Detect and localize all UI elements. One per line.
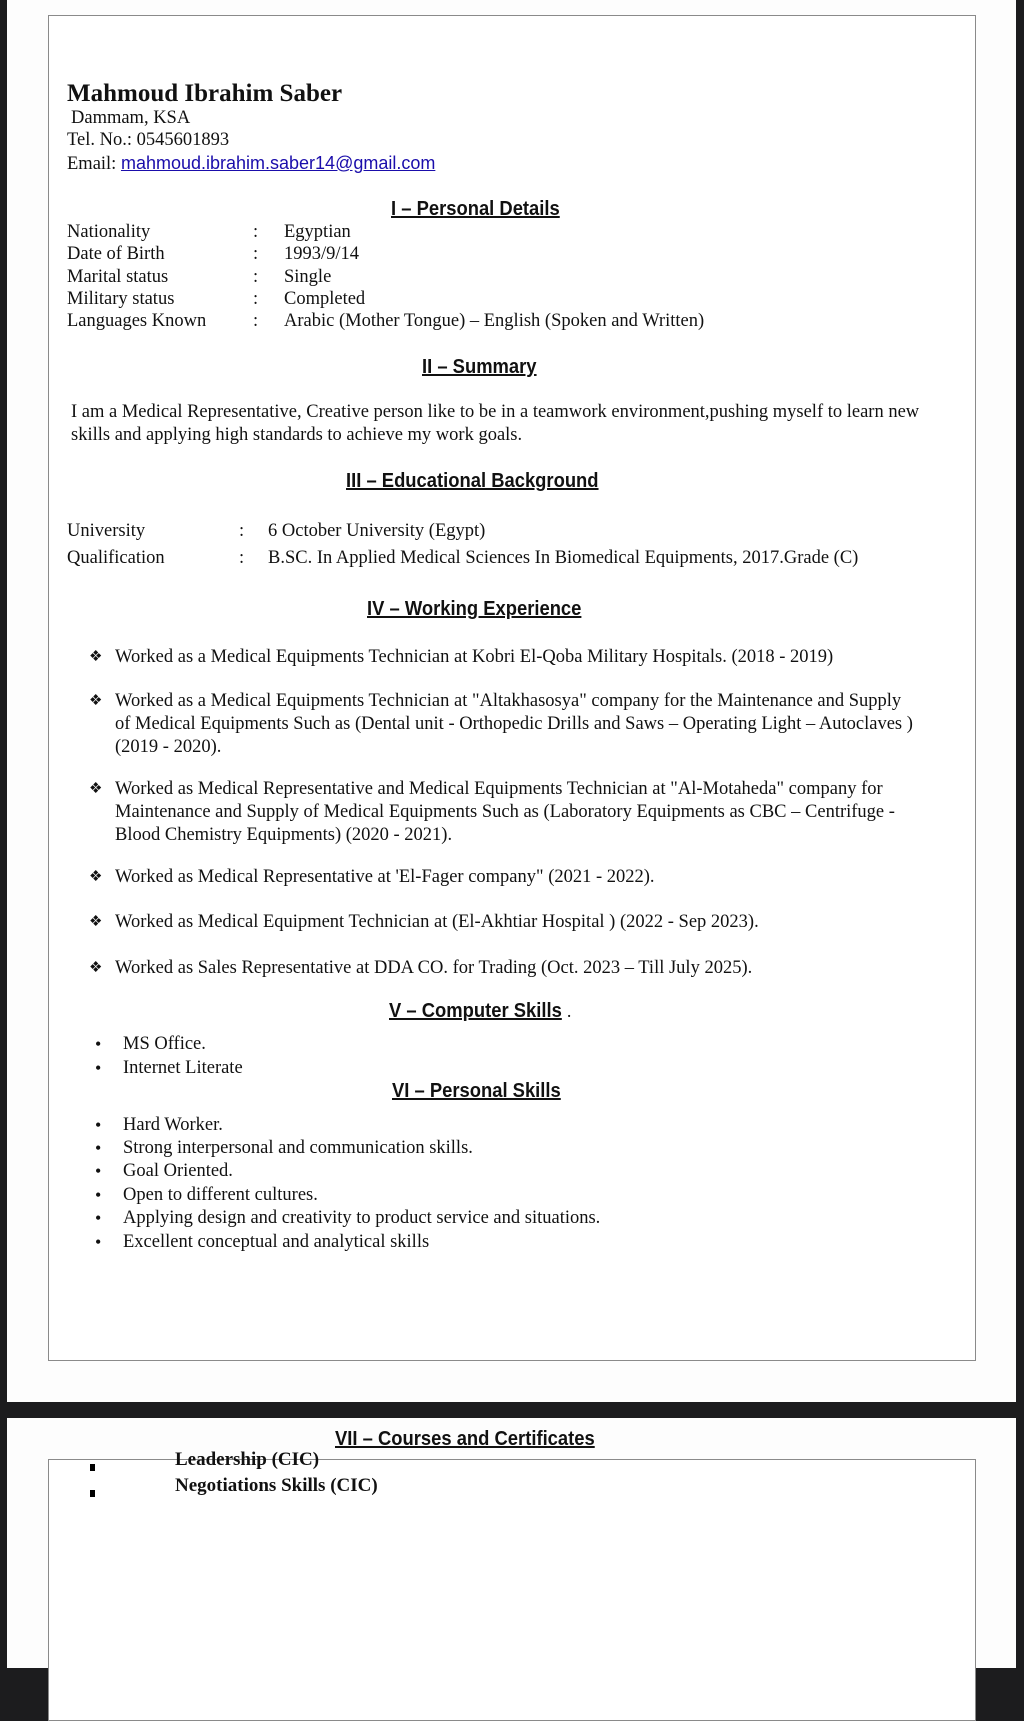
candidate-name: Mahmoud Ibrahim Saber [67,80,343,107]
section-title-personal-details: I – Personal Details [391,198,560,220]
diamond-bullet-icon: ❖ [89,960,103,976]
phone-number: 0545601893 [136,130,230,150]
experience-item: ❖ Worked as a Medical Equipments Technician at Kobri El-Qoba Military Hospitals. (2018 - 2019) [89,647,834,667]
detail-separator: : [253,289,259,309]
email-line [67,153,435,175]
education-separator: : [239,548,245,568]
detail-separator: : [253,267,259,287]
computer-skill-item: • Internet Literate [95,1058,243,1078]
education-label: Qualification [67,548,165,568]
bullet-icon: • [95,1034,102,1054]
detail-value: Single [284,267,332,287]
education-separator: : [239,521,245,541]
summary-text: I am a Medical Representative, Creative person like to be in a teamwork environment,pushing myself to learn new skills and applying high standards to achieve my work goals. [71,402,920,445]
experience-item: ❖ Worked as Medical Equipment Technician at (El-Akhtiar Hospital ) (2022 - Sep 2023). [89,912,759,932]
section-title-computer-skills: V – Computer Skills [389,1000,562,1022]
experience-item: ❖ Worked as Medical Representative at 'El-Fager company" (2021 - 2022). [89,867,655,887]
detail-separator: : [253,244,259,264]
personal-skill-item: • Strong interpersonal and communication skills. [95,1138,473,1158]
detail-value: 1993/9/14 [284,244,360,264]
diamond-bullet-icon: ❖ [89,781,103,797]
cv-page-1 [7,0,1016,1402]
section-title-experience: IV – Working Experience [367,598,582,620]
education-value: B.SC. In Applied Medical Sciences In Biomedical Equipments, 2017.Grade (C) [268,548,859,568]
location: Dammam, KSA [71,108,191,128]
detail-label: Military status [67,289,175,309]
detail-separator: : [253,222,259,242]
bullet-icon: • [95,1115,102,1135]
email-label: Email: [67,154,121,174]
bullet-icon: • [95,1208,102,1228]
square-bullet-icon [90,1490,95,1497]
square-bullet-icon [90,1464,95,1471]
personal-skill-item: • Applying design and creativity to product service and situations. [95,1208,601,1228]
detail-label: Marital status [67,267,169,287]
section-title-courses: VII – Courses and Certificates [335,1428,595,1450]
computer-skill-item: • MS Office. [95,1034,206,1054]
course-item: Negotiations Skills (CIC) [90,1481,95,1503]
detail-value: Egyptian [284,222,351,242]
detail-label: Nationality [67,222,151,242]
detail-label: Date of Birth [67,244,165,264]
education-value: 6 October University (Egypt) [268,521,486,541]
experience-item: ❖ Worked as a Medical Equipments Technician at "Altakhasosya" company for the Maintenance and Supply of Medical Equipments Such as (Dental unit - Orthopedic Drills and Saws – Operating Light – Autoclaves ) (2019 - 2020). [89,691,913,757]
bullet-icon: • [95,1138,102,1158]
bullet-icon: • [95,1185,102,1205]
personal-skill-item: • Excellent conceptual and analytical skills [95,1232,430,1252]
detail-value: Completed [284,289,366,309]
section-title-education: III – Educational Background [346,470,599,492]
diamond-bullet-icon: ❖ [89,649,103,665]
education-label: University [67,521,146,541]
section-title-personal-skills: VI – Personal Skills [392,1080,561,1102]
detail-separator: : [253,311,259,331]
cv-page-2 [7,1418,1016,1668]
section-title-summary: II – Summary [422,356,537,378]
bullet-icon: • [95,1232,102,1252]
experience-item: ❖ Worked as Medical Representative and Medical Equipments Technician at "Al-Motaheda" company for Maintenance and Supply of Medical Equipments Such as (Laboratory Equipments as CBC – Centrifuge - Blood Chemistry Equipments) (2020 - 2021). [89,779,895,845]
diamond-bullet-icon: ❖ [89,869,103,885]
diamond-bullet-icon: ❖ [89,693,103,709]
bullet-icon: • [95,1161,102,1181]
phone-line [67,130,229,151]
personal-skill-item: • Hard Worker. [95,1115,223,1135]
personal-skill-item: • Goal Oriented. [95,1161,233,1181]
diamond-bullet-icon: ❖ [89,914,103,930]
page-2-frame [48,1459,976,1721]
experience-item: ❖ Worked as Sales Representative at DDA CO. for Trading (Oct. 2023 – Till July 2025). [89,958,753,978]
page-1-frame [48,15,976,1361]
bullet-icon: • [95,1058,102,1078]
email-link[interactable]: mahmoud.ibrahim.saber14@gmail.com [120,153,436,173]
course-item: Leadership (CIC) [90,1455,95,1477]
personal-skill-item: • Open to different cultures. [95,1185,318,1205]
detail-value: Arabic (Mother Tongue) – English (Spoken and Written) [284,311,705,331]
phone-label: Tel. No.: [67,130,137,150]
detail-label: Languages Known [67,311,207,331]
section-title-computer-skills-wrap: V – Computer Skills . [389,1000,572,1022]
